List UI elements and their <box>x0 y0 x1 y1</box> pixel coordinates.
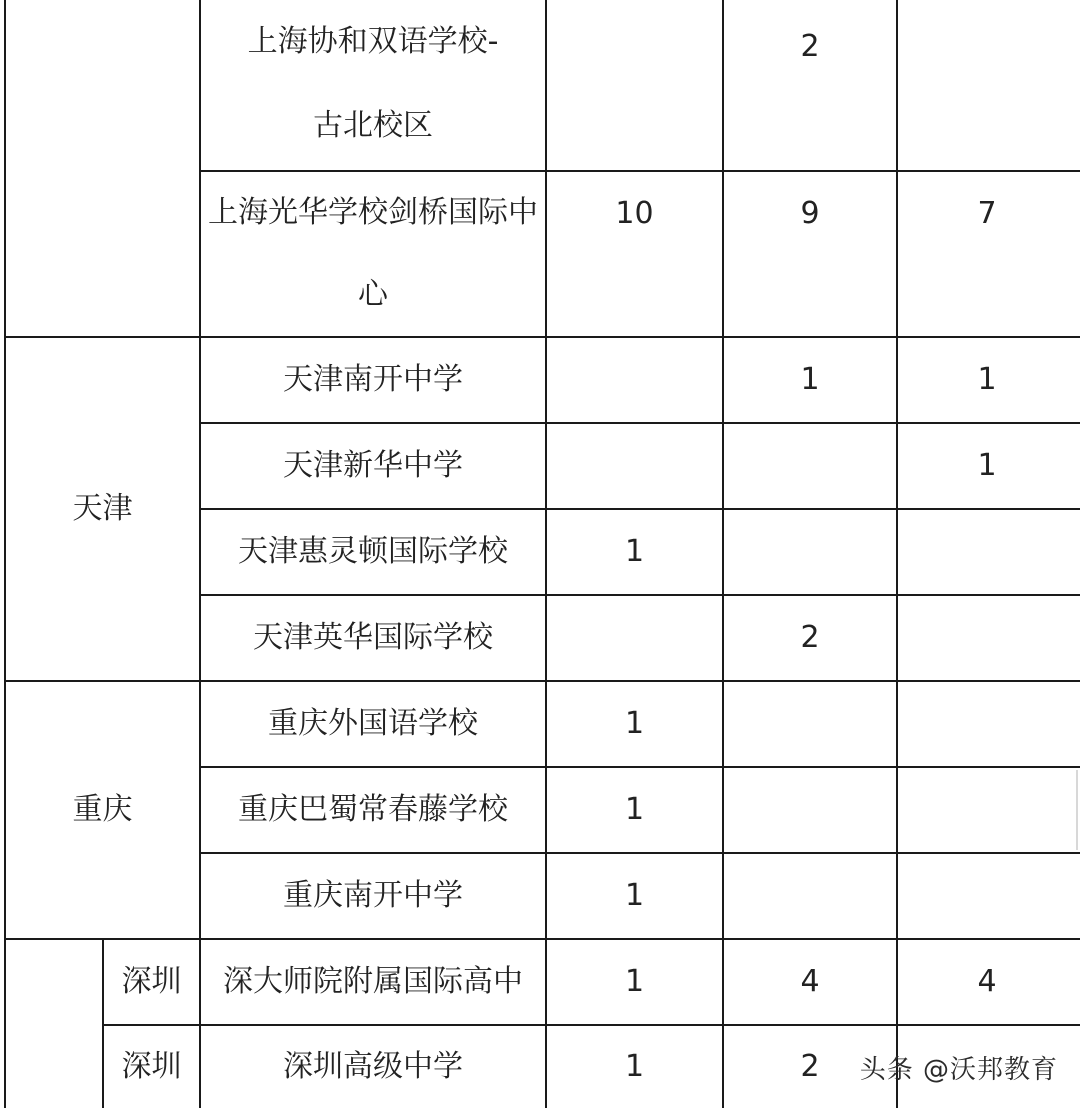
count-cell: 1 <box>977 448 997 483</box>
count-cell <box>724 854 896 938</box>
count-cell: 1 <box>624 792 645 827</box>
school-name-cell: 重庆巴蜀常春藤学校 <box>238 792 508 827</box>
count-cell: 1 <box>624 706 645 741</box>
count-cell <box>898 0 1076 94</box>
count-cell: 4 <box>800 964 820 999</box>
school-name-line: 古北校区 <box>313 108 433 143</box>
count-cell <box>898 768 1076 852</box>
school-name-cell: 天津英华国际学校 <box>253 620 493 655</box>
count-cell: 1 <box>624 964 645 999</box>
school-name-cell: 深圳高级中学 <box>283 1049 463 1084</box>
count-cell: 1 <box>800 362 820 397</box>
count-cell <box>898 854 1076 938</box>
count-cell: 4 <box>977 964 997 999</box>
school-name-cell: 天津新华中学 <box>283 448 463 483</box>
school-name-cell: 深大师院附属国际高中 <box>223 964 523 999</box>
count-cell: 10 <box>615 196 654 231</box>
count-cell: 1 <box>624 1049 645 1084</box>
count-cell: 9 <box>800 196 820 231</box>
page-edge <box>1076 770 1078 850</box>
count-cell: 1 <box>624 878 645 913</box>
school-name-cell: 天津南开中学 <box>283 362 463 397</box>
count-cell: 1 <box>624 534 645 569</box>
count-cell <box>898 596 1076 680</box>
count-cell: 2 <box>800 1049 820 1084</box>
count-cell <box>898 510 1076 594</box>
school-name-cell: 重庆外国语学校 <box>268 706 478 741</box>
region-label-chongqing: 重庆 <box>72 792 133 827</box>
school-name-line: 心 <box>358 277 388 312</box>
count-cell <box>724 768 896 852</box>
count-cell <box>547 338 722 422</box>
count-cell: 2 <box>800 29 820 64</box>
count-cell <box>547 596 722 680</box>
count-cell <box>898 682 1076 766</box>
count-cell <box>724 510 896 594</box>
count-cell: 1 <box>977 362 997 397</box>
school-name-cell: 天津惠灵顿国际学校 <box>238 534 508 569</box>
school-name-cell <box>201 0 545 170</box>
school-name-line: 上海光华学校剑桥国际中 <box>208 195 538 230</box>
school-name-cell <box>201 172 545 336</box>
region-label-tianjin: 天津 <box>72 491 133 526</box>
count-cell: 7 <box>977 196 997 231</box>
school-name-cell: 重庆南开中学 <box>283 878 463 913</box>
count-cell <box>724 682 896 766</box>
count-cell <box>547 424 722 508</box>
count-cell <box>724 424 896 508</box>
city-label: 深圳 <box>121 1049 182 1084</box>
city-label: 深圳 <box>121 964 182 999</box>
count-cell <box>547 0 722 94</box>
school-name-line: 上海协和双语学校- <box>247 24 499 59</box>
count-cell: 2 <box>800 620 820 655</box>
watermark: 头条 @沃邦教育 <box>859 1055 1058 1085</box>
